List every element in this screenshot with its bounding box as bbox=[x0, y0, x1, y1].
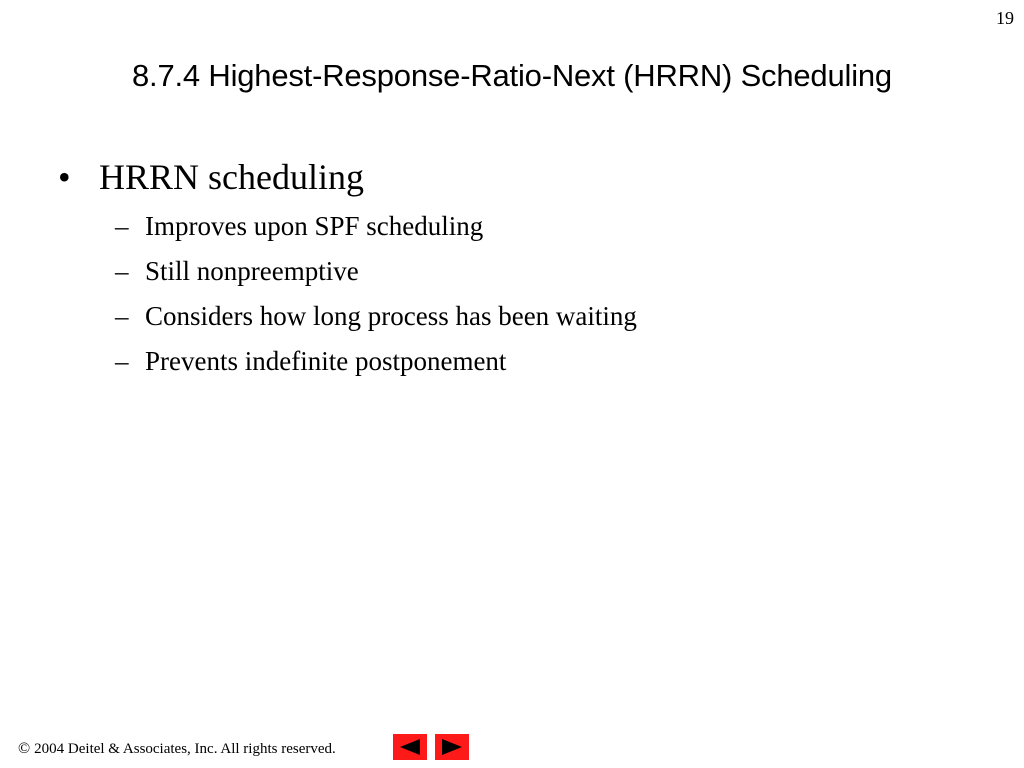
sub-bullet-text: Considers how long process has been waiting bbox=[145, 301, 637, 331]
slide-content bbox=[58, 155, 958, 384]
navigation-buttons bbox=[393, 734, 469, 760]
sub-bullet-text: Improves upon SPF scheduling bbox=[145, 211, 484, 241]
footer bbox=[18, 740, 336, 758]
sub-bullet-list bbox=[58, 204, 958, 384]
copyright-text: 2004 Deitel & Associates, Inc. All rights reserved. bbox=[34, 740, 336, 757]
bullet-marker: • bbox=[58, 157, 71, 197]
page-number: 19 bbox=[996, 8, 1014, 28]
sub-bullet-item bbox=[115, 204, 958, 249]
sub-bullet-marker: – bbox=[115, 346, 129, 376]
copyright-icon: © bbox=[18, 740, 31, 757]
slide-title: 8.7.4 Highest-Response-Ratio-Next (HRRN) Scheduling bbox=[132, 58, 892, 93]
sub-bullet-item bbox=[115, 294, 958, 339]
sub-bullet-text: Prevents indefinite postponement bbox=[145, 346, 507, 376]
bullet-text: HRRN scheduling bbox=[99, 157, 364, 197]
next-slide-button[interactable] bbox=[435, 734, 469, 760]
previous-slide-button[interactable] bbox=[393, 734, 427, 760]
bullet-item bbox=[58, 155, 958, 199]
sub-bullet-text: Still nonpreemptive bbox=[145, 256, 359, 286]
sub-bullet-marker: – bbox=[115, 256, 129, 286]
triangle-right-icon bbox=[440, 738, 464, 756]
sub-bullet-marker: – bbox=[115, 211, 129, 241]
sub-bullet-marker: – bbox=[115, 301, 129, 331]
sub-bullet-item bbox=[115, 249, 958, 294]
triangle-left-icon bbox=[398, 738, 422, 756]
sub-bullet-item bbox=[115, 339, 958, 384]
